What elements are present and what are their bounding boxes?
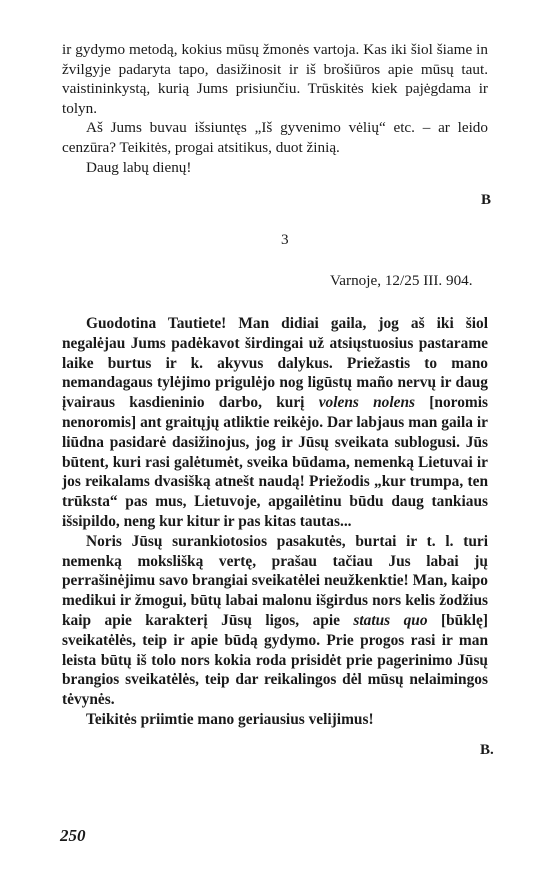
- text-run: Guodotina Tautiete! Man didiai gaila, jog aš iki šiol negalėjau Jums padėkavot širdingai už atsiųstuosius pastarame laike burtus ir k. akyvus dalykus. Priežastis to mano nemandagaus tylėjimo prigulėjo nog ligūstų maño nervų ir daug įvairaus kasdieninio darbo, kurį: [62, 315, 488, 412]
- previous-letter-ending: [62, 40, 488, 177]
- text-run: [būklę] sveikatėlės, teip ir apie būdą gydymo. Prie progos rasi ir man leista būtų iš tolo nors kokia roda prisidėt prie pagerinimo Jūsų brangios sveikatėlės, teip dar reikalingos dėl mūsų nelaimingos tėvynės.: [62, 611, 488, 709]
- letter-number: 3: [281, 231, 289, 248]
- paragraph: ir gydymo metodą, kokius mūsų žmonės vartoja. Kas iki šiol šiame in žvilgyje padaryta tapo, dasižinosit ir iš brošiūros apie mūsų taut. vaistininkystą, kurią Jums prisiunčiu. Trūskitės kiek pajėgdama ir tolyn.: [62, 41, 488, 117]
- paragraph: [62, 532, 488, 710]
- signature-initial: B.: [480, 742, 494, 758]
- page-number: 250: [60, 826, 86, 845]
- closing-line: Daug labų dienų!: [86, 158, 192, 176]
- letter-body: [62, 314, 488, 730]
- italic-term: status quo: [353, 611, 428, 629]
- paragraph: [62, 314, 488, 532]
- signature-initial: B: [481, 192, 492, 208]
- dateline: Varnoje, 12/25 III. 904.: [330, 272, 473, 289]
- italic-term: volens nolens: [318, 394, 416, 412]
- closing-line: Teikitės priimtie mano geriausius velijimus!: [86, 710, 374, 728]
- text-run: [noromis nenoromis] ant graitųjų atliktie reikėjo. Dar labjaus man gaila ir liūdna pasidarė dasižinojus, jog ir Jūsų sveikata sublogusi. Jūs būtent, kuri rasi galėtumėt, sveika būdama, nemenką Lietuvai ir jos reikalams dvasišką atnešt naudą! Priežodis „kur trumpa, ten trūksta“ pas mus, Lietuvoje, apgailėtinu būdu daug tankiaus išsipildo, neng kur kitur ir pas kitas tautas...: [62, 394, 488, 530]
- paragraph: Aš Jums buvau išsiuntęs „Iš gyvenimo vėlių“ etc. – ar leido cenzūra? Teikitės, progai atsitikus, duot žinią.: [62, 119, 488, 156]
- text-run: Noris Jūsų surankiotosios pasakutės, burtai ir t. l. turi nemenką mokslišką vertę, prašau tačiau Jus labai jų perrašinėjimu savo brangiai sveikatėlei neužkenktie! Man, kaipo medikui ir žmogui, būtų labai malonu išgirdus nors kelis žodžius kaip apie karakterį Jūsų ligos, apie: [62, 532, 488, 629]
